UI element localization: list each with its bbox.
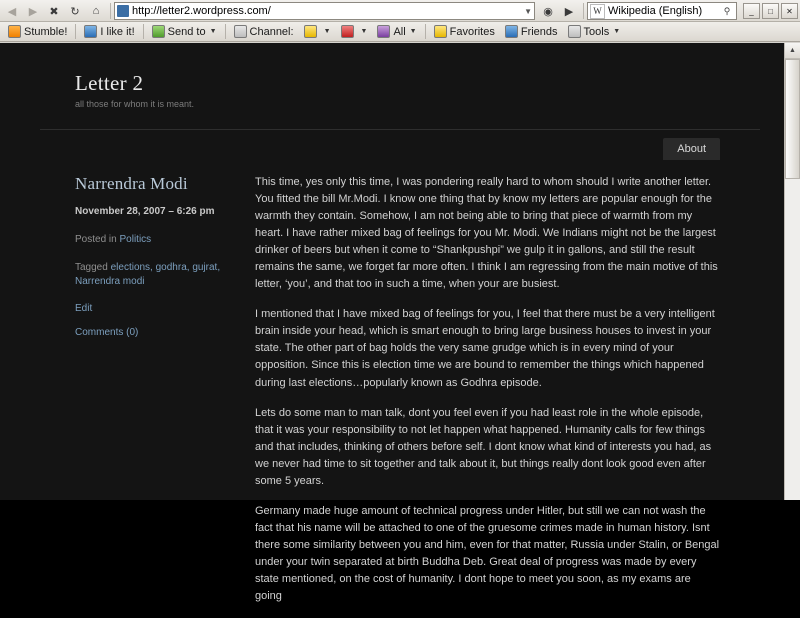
stumble-icon — [8, 25, 21, 38]
post-tags-line — [75, 261, 225, 290]
toolbar-label-stumble: Stumble! — [24, 25, 68, 38]
address-bar[interactable] — [114, 2, 535, 20]
search-input-value: Wikipedia (English) — [608, 5, 703, 17]
post-edit-line — [75, 303, 225, 314]
wikipedia-icon: W — [590, 4, 605, 19]
chevron-down-icon: ▼ — [323, 28, 331, 35]
chevron-down-icon: ▼ — [360, 28, 368, 35]
toolbar-label-tools: Tools — [583, 25, 610, 38]
blog-container — [40, 43, 760, 618]
toolbar-sep-2 — [143, 24, 144, 39]
stumbleupon-toolbar — [0, 22, 800, 42]
toolbar-label-like: I like it! — [100, 25, 135, 38]
tab-about[interactable]: About — [663, 138, 720, 160]
toolbar-item-stumble[interactable] — [3, 23, 72, 40]
scrollbar-thumb[interactable] — [785, 59, 800, 179]
toolbar-label-channel: Channel: — [249, 25, 294, 38]
photos-icon — [304, 25, 317, 38]
post-paragraph: I mentioned that I have mixed bag of feelings for you, I feel that there must be a very intelligent brain inside your head, which is smart enough to bring large business houses to invest in your state. The other part of bag holds the very same grudge which is in every mind of your opposition. Since this is election time we are bound to remember the things which happened during last elections…popularly known as Godhra episode. — [255, 308, 715, 389]
browser-navbar — [0, 0, 800, 22]
thumbs-up-icon — [84, 25, 97, 38]
content-row — [40, 174, 760, 618]
page-viewport — [0, 43, 800, 603]
category-link[interactable]: Politics — [119, 234, 152, 245]
comments-link[interactable]: Comments (0) — [75, 326, 139, 338]
toolbar-item-photos[interactable] — [299, 23, 336, 40]
close-button[interactable]: ✕ — [781, 3, 798, 19]
favorites-icon — [434, 25, 447, 38]
post-comments-line — [75, 327, 225, 338]
toolbar-divider — [110, 3, 111, 19]
chevron-down-icon: ▼ — [209, 28, 217, 35]
toolbar-label-send-to: Send to — [167, 25, 206, 38]
post-paragraph: Germany made huge amount of technical progress under Hitler, but still we can not wash the fact that his name will be attached to one of the gruesome crimes made in human history. Isnt there some similarity between you and him, even for that matter, Russia under Stalin, or Bengal under your twin separated at birth Buddha Deb. Great deal of progress was made by every state mentioned, on the cost of humanity. I dont hope to meet you soon, as my exams are going — [255, 504, 720, 603]
vertical-scrollbar[interactable] — [784, 43, 800, 500]
chevron-down-icon: ▼ — [409, 28, 417, 35]
toolbar-sep-3 — [225, 24, 226, 39]
toolbar-sep-1 — [75, 24, 76, 39]
tools-icon — [568, 25, 581, 38]
toolbar-label-favorites: Favorites — [449, 25, 495, 38]
scroll-up-button[interactable]: ▲ — [785, 43, 800, 59]
maximize-button[interactable]: □ — [762, 3, 779, 19]
toolbar-label-friends: Friends — [520, 25, 558, 38]
blog-header — [40, 43, 760, 115]
post-category-line — [75, 233, 225, 248]
blog-title: Letter 2 — [75, 71, 144, 95]
reload-button[interactable]: ↻ — [70, 5, 80, 18]
toolbar-item-tools[interactable] — [563, 23, 626, 40]
edit-link[interactable]: Edit — [75, 302, 93, 314]
blog-tagline: all those for whom it is meant. — [75, 99, 195, 109]
toolbar-item-friends[interactable] — [500, 23, 563, 40]
send-icon — [152, 25, 165, 38]
header-divider — [40, 129, 760, 130]
post-paragraph: Lets do some man to man talk, dont you feel even if you had least role in the whole episode, that it was your responsibility to not let happen what happened. Humanity calls for few things and that includes, thinking of others before self. I dont know what kind of interests you had, as we never had time to sit together and talk about it, but things really dont look good even after some 5 years. — [255, 406, 712, 487]
toolbar-item-channel[interactable] — [229, 23, 299, 40]
all-icon — [377, 25, 390, 38]
toolbar-item-send-to[interactable] — [147, 23, 222, 40]
site-favicon-icon — [117, 5, 129, 17]
post-paragraph: This time, yes only this time, I was pondering really hard to whom should I write another letter. You fitted the bill Mr.Modi. I know one thing that by know my letters are popular enough for the warmth they contain. Somehow, I am not being able to bring that piece of warmth from my heart. I have rather mixed bag of feelings for you Mr. Modi. We Indians might not be the largest drinker of beers but when it come to “Shankpushpi” we gulp it in gallons, and still the result remains the same, we forget far more often. I think I am regressing from the main motive of this letter, ‘you’, and that too in such a time, when your are busiest. — [255, 176, 718, 291]
toolbar-item-all[interactable] — [372, 23, 421, 40]
friends-icon — [505, 25, 518, 38]
forward-button[interactable]: ▶ — [28, 5, 38, 18]
tagged-label: Tagged — [75, 261, 111, 273]
post-body — [239, 174, 760, 618]
search-input[interactable] — [587, 2, 737, 20]
home-button[interactable]: ⌂ — [92, 5, 100, 17]
toolbar-label-all: All — [393, 25, 406, 38]
go-button[interactable]: ▶ — [564, 5, 574, 18]
video-icon — [341, 25, 354, 38]
rss-icon[interactable]: ◉ — [543, 5, 553, 18]
chevron-down-icon[interactable]: ▼ — [524, 6, 532, 16]
toolbar-item-like[interactable] — [79, 23, 139, 40]
toolbar-sep-4 — [425, 24, 426, 39]
channel-icon — [234, 25, 247, 38]
minimize-button[interactable]: _ — [743, 3, 760, 19]
toolbar-item-video[interactable] — [336, 23, 373, 40]
tags-link[interactable]: elections, godhra, gujrat, Narrendra modi — [75, 261, 221, 287]
posted-in-label: Posted in — [75, 234, 120, 245]
chevron-down-icon: ▼ — [613, 28, 621, 35]
address-bar-value: http://letter2.wordpress.com/ — [132, 5, 271, 17]
toolbar-item-favorites[interactable] — [429, 23, 500, 40]
post-sidebar — [75, 174, 239, 618]
page-title: Narrendra Modi — [75, 174, 188, 193]
post-date: November 28, 2007 – 6:26 pm — [75, 206, 215, 217]
back-button[interactable]: ◀ — [7, 5, 17, 18]
site-navigation — [40, 138, 760, 160]
search-icon[interactable]: ⚲ — [723, 5, 731, 16]
toolbar-divider-2 — [583, 3, 584, 19]
window-controls — [741, 3, 798, 19]
stop-button[interactable]: ✖ — [49, 5, 59, 18]
